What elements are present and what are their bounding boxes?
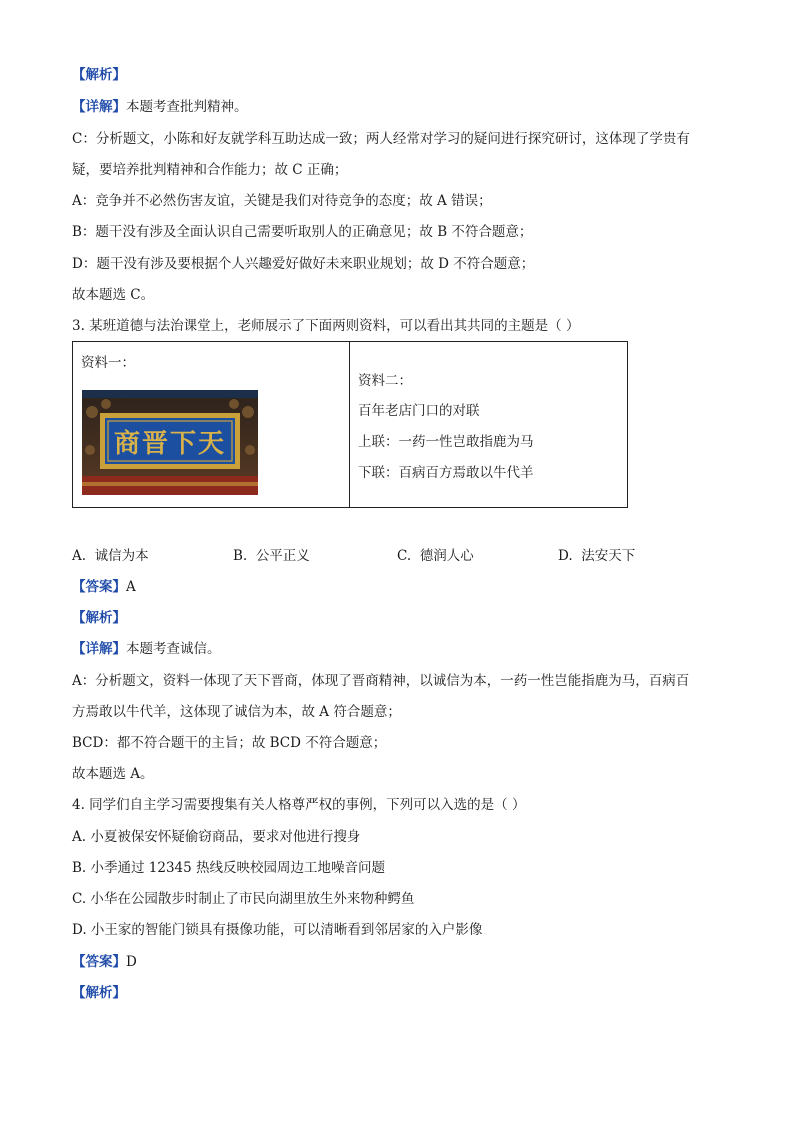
detail-text: 本题考查批判精神。	[126, 99, 248, 115]
q4-analysis-heading: 【解析】	[72, 985, 126, 1001]
q3-option-b: B. 公平正义	[233, 548, 310, 564]
q4-option-a: A. 小夏被保安怀疑偷窃商品，要求对他进行搜身	[72, 829, 361, 845]
detail-line	[72, 98, 248, 116]
q4-answer-line	[72, 953, 137, 971]
q4-answer-tag: 【答案】	[72, 954, 126, 970]
q3-option-a: A. 诚信为本	[72, 548, 149, 564]
q4-answer: D	[126, 954, 137, 970]
conclusion: 故本题选 C。	[72, 287, 155, 303]
option-c-explanation-1: C：分析题文，小陈和好友就学科互助达成一致；两人经常对学习的疑问进行探究研讨，这体现了学贵有	[72, 131, 690, 147]
material-2-label: 资料二：	[358, 373, 412, 389]
q4-option-c: C. 小华在公园散步时制止了市民向湖里放生外来物种鳄鱼	[72, 891, 415, 907]
q3-answer-line	[72, 578, 136, 596]
question-3-stem: 3. 某班道德与法治课堂上，老师展示了下面两则资料，可以看出其共同的主题是（ ）	[72, 318, 580, 334]
q3-detail-line	[72, 640, 221, 658]
q3-option-c: C. 德润人心	[397, 548, 474, 564]
q3-answer-tag: 【答案】	[72, 579, 126, 595]
q3-conclusion: 故本题选 A。	[72, 766, 154, 782]
option-a-explanation: A：竞争并不必然伤害友谊，关键是我们对待竞争的态度；故 A 错误；	[72, 193, 492, 209]
q3-a-explanation-1: A：分析题文，资料一体现了天下晋商，体现了晋商精神，以诚信为本，一药一性岂能指鹿为马，百病百	[72, 673, 690, 689]
analysis-heading: 【解析】	[72, 67, 126, 83]
material-1-cell	[73, 342, 350, 508]
option-d-explanation: D：题干没有涉及要根据个人兴趣爱好做好未来职业规划；故 D 不符合题意；	[72, 256, 535, 272]
materials-table	[72, 341, 628, 508]
q3-bcd-explanation: BCD：都不符合题干的主旨；故 BCD 不符合题意；	[72, 735, 387, 751]
material-1-label: 资料一：	[81, 355, 135, 371]
question-4-stem: 4. 同学们自主学习需要搜集有关人格尊严权的事例，下列可以入选的是（ ）	[72, 797, 526, 813]
q4-option-b: B. 小季通过 12345 热线反映校园周边工地噪音问题	[72, 860, 386, 876]
material-2-lower-couplet: 下联：百病百方焉敢以牛代羊	[358, 465, 534, 481]
question-3-options	[72, 547, 692, 565]
q3-analysis-heading: 【解析】	[72, 610, 126, 626]
material-2-cell	[350, 342, 628, 508]
q3-a-explanation-2: 方焉敢以牛代羊，这体现了诚信为本，故 A 符合题意；	[72, 704, 401, 720]
plaque-image	[82, 390, 258, 495]
material-2-upper-couplet: 上联：一药一性岂敢指鹿为马	[358, 434, 534, 450]
plaque-text: 天下晋商	[113, 429, 226, 459]
q3-option-d: D. 法安天下	[558, 548, 636, 564]
option-c-explanation-2: 疑，要培养批判精神和合作能力；故 C 正确；	[72, 162, 348, 178]
material-2-title: 百年老店门口的对联	[358, 403, 480, 419]
detail-tag: 【详解】	[72, 99, 126, 115]
q3-detail-text: 本题考查诚信。	[126, 641, 221, 657]
q3-detail-tag: 【详解】	[72, 641, 126, 657]
option-b-explanation: B：题干没有涉及全面认识自己需要听取别人的正确意见；故 B 不符合题意；	[72, 224, 533, 240]
q4-option-d: D. 小王家的智能门锁具有摄像功能，可以清晰看到邻居家的入户影像	[72, 922, 483, 938]
q3-answer: A	[126, 579, 136, 595]
